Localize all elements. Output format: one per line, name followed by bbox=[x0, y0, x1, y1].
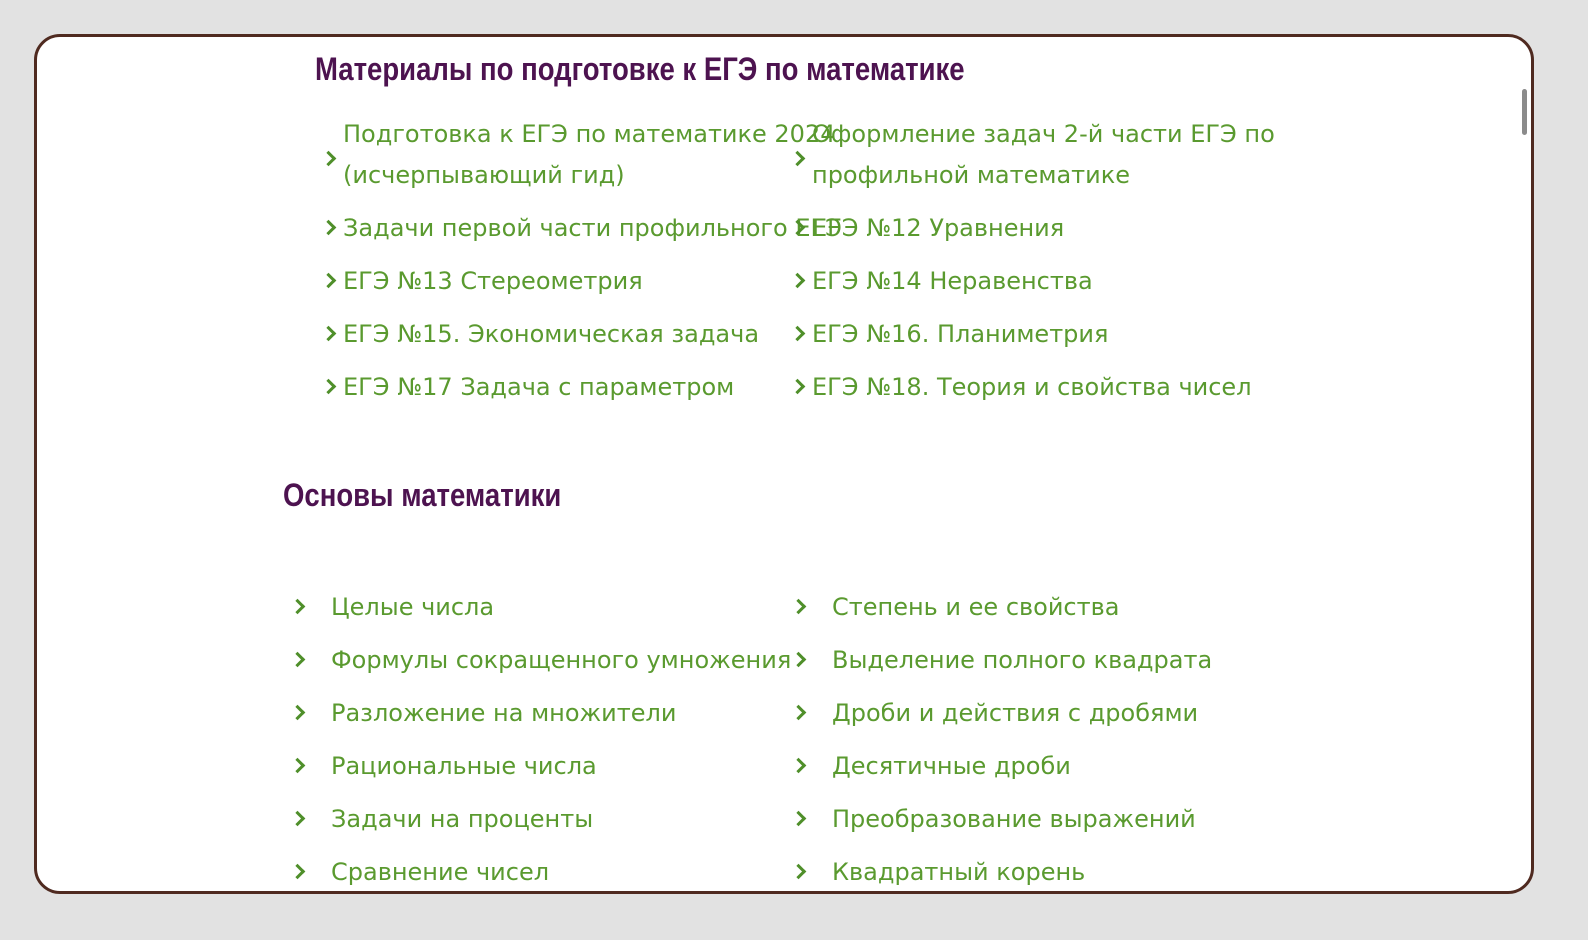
link-text[interactable]: Формулы сокращенного умножения bbox=[331, 646, 792, 674]
chevron-right-icon bbox=[791, 758, 807, 774]
list-item-ege-17[interactable] bbox=[343, 367, 734, 408]
link-line[interactable]: профильной математике bbox=[812, 161, 1131, 189]
link-text[interactable]: Разложение на множители bbox=[331, 699, 677, 727]
chevron-right-icon bbox=[791, 705, 807, 721]
list-item-factoring[interactable] bbox=[331, 693, 676, 734]
link-text[interactable]: Сравнение чисел bbox=[331, 858, 550, 886]
list-item-abbreviated-multiplication[interactable] bbox=[331, 640, 791, 681]
link-line[interactable]: (исчерпывающий гид) bbox=[343, 161, 625, 189]
list-item-expression-transform[interactable] bbox=[832, 799, 1196, 840]
list-item-ege-12[interactable] bbox=[812, 208, 1064, 249]
list-item-ege-15[interactable] bbox=[343, 314, 759, 355]
list-item-ege-14[interactable] bbox=[812, 261, 1093, 302]
list-item-comparing-numbers[interactable] bbox=[331, 852, 549, 893]
content-frame bbox=[34, 34, 1534, 894]
link-line[interactable]: Оформление задач 2-й части ЕГЭ по bbox=[812, 120, 1275, 148]
chevron-right-icon bbox=[321, 151, 337, 167]
link-text[interactable]: ЕГЭ №13 Стереометрия bbox=[343, 267, 643, 295]
link-text[interactable]: ЕГЭ №12 Уравнения bbox=[812, 214, 1065, 242]
list-item-part1-tasks[interactable] bbox=[343, 208, 842, 249]
link-line[interactable]: Подготовка к ЕГЭ по математике 2024 bbox=[343, 120, 836, 148]
section-title-math-basics: Основы математики bbox=[283, 477, 562, 513]
link-text[interactable]: ЕГЭ №15. Экономическая задача bbox=[343, 320, 760, 348]
chevron-right-icon bbox=[321, 273, 337, 289]
list-item-ege-16[interactable] bbox=[812, 314, 1108, 355]
link-text[interactable]: Целые числа bbox=[331, 593, 495, 621]
link-text[interactable]: ЕГЭ №14 Неравенства bbox=[812, 267, 1093, 295]
scrollbar[interactable] bbox=[1522, 89, 1527, 135]
list-item-percent-problems[interactable] bbox=[331, 799, 593, 840]
chevron-right-icon bbox=[290, 864, 306, 880]
chevron-right-icon bbox=[290, 811, 306, 827]
list-item-completing-square[interactable] bbox=[832, 640, 1212, 681]
link-text[interactable]: ЕГЭ №16. Планиметрия bbox=[812, 320, 1109, 348]
link-text[interactable]: Преобразование выражений bbox=[832, 805, 1196, 833]
link-text[interactable]: Дроби и действия с дробями bbox=[832, 699, 1199, 727]
chevron-right-icon bbox=[290, 652, 306, 668]
link-text[interactable]: Выделение полного квадрата bbox=[832, 646, 1213, 674]
link-text[interactable]: Степень и ее свойства bbox=[832, 593, 1120, 621]
chevron-right-icon bbox=[790, 273, 806, 289]
chevron-right-icon bbox=[790, 326, 806, 342]
chevron-right-icon bbox=[290, 599, 306, 615]
link-text[interactable]: Квадратный корень bbox=[832, 858, 1086, 886]
chevron-right-icon bbox=[791, 652, 807, 668]
list-item-ege-18[interactable] bbox=[812, 367, 1252, 408]
list-item-integers[interactable] bbox=[331, 587, 494, 628]
chevron-right-icon bbox=[791, 864, 807, 880]
chevron-right-icon bbox=[790, 379, 806, 395]
chevron-right-icon bbox=[321, 326, 337, 342]
chevron-right-icon bbox=[321, 379, 337, 395]
chevron-right-icon bbox=[791, 599, 807, 615]
link-text[interactable]: Задачи первой части профильного ЕГЭ bbox=[343, 214, 842, 242]
list-item-ege-guide-2024[interactable] bbox=[343, 114, 836, 196]
list-item-rational-numbers[interactable] bbox=[331, 746, 597, 787]
link-text[interactable]: Десятичные дроби bbox=[832, 752, 1071, 780]
list-item-square-root[interactable] bbox=[832, 852, 1085, 893]
chevron-right-icon bbox=[290, 705, 306, 721]
link-text[interactable]: ЕГЭ №17 Задача с параметром bbox=[343, 373, 735, 401]
list-item-ege-13[interactable] bbox=[343, 261, 643, 302]
list-item-powers[interactable] bbox=[832, 587, 1119, 628]
list-item-part2-formatting[interactable] bbox=[812, 114, 1275, 196]
link-text[interactable]: Задачи на проценты bbox=[331, 805, 594, 833]
chevron-right-icon bbox=[290, 758, 306, 774]
chevron-right-icon bbox=[791, 811, 807, 827]
link-text[interactable]: ЕГЭ №18. Теория и свойства чисел bbox=[812, 373, 1252, 401]
section-title-ege-materials: Материалы по подготовке к ЕГЭ по математике bbox=[315, 51, 965, 87]
list-item-decimals[interactable] bbox=[832, 746, 1071, 787]
link-text[interactable]: Рациональные числа bbox=[331, 752, 597, 780]
chevron-right-icon bbox=[321, 220, 337, 236]
list-item-fractions[interactable] bbox=[832, 693, 1198, 734]
